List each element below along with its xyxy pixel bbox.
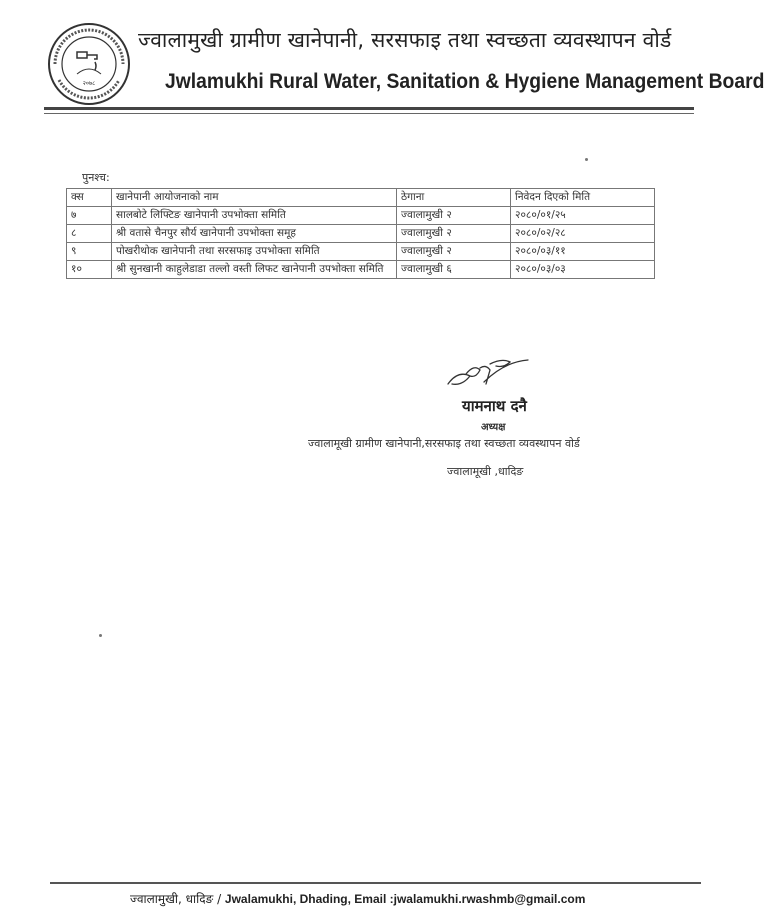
header-date: निवेदन दिएको मिति [511,189,655,207]
cell-project-name: सालबोटे लिफ्टिङ खानेपानी उपभोक्ता समिति [112,207,397,225]
header-project-name: खानेपानी आयोजनाको नाम [112,189,397,207]
cell-address: ज्वालामुखी २ [397,243,511,261]
footer-address-nepali: ज्वालामुखी, धादिङ [130,892,214,906]
cell-address: ज्वालामुखी ६ [397,261,511,279]
header-address: ठेगाना [397,189,511,207]
cell-project-name: श्री सुनखानी काहुलेडाडा तल्लो वस्ती लिफट खानेपानी उपभोक्ता समिति [112,261,397,279]
cell-address: ज्वालामुखी २ [397,207,511,225]
footer-divider [50,882,701,884]
table-row [67,225,655,243]
table-row [67,207,655,225]
cell-date: २०८०/०१/२५ [511,207,655,225]
speck [585,158,588,161]
table-row [67,261,655,279]
signatory-role: अध्यक्ष [481,422,506,433]
header-divider-thin [44,113,694,114]
cell-sn: ७ [67,207,112,225]
cell-date: २०८०/०३/११ [511,243,655,261]
cell-project-name: श्री वतासे चैनपुर सौर्य खानेपानी उपभोक्ता समूह [112,225,397,243]
table-row [67,243,655,261]
project-table [66,188,655,279]
board-title-english: Jwlamukhi Rural Water, Sanitation & Hygiene Management Board [165,70,764,93]
handwritten-signature [440,352,540,397]
header-sn: क्स [67,189,112,207]
cell-sn: ९ [67,243,112,261]
footer: ज्वालामुखी, धादिङ / Jwalamukhi, Dhading, Email :jwalamukhi.rwashmb@gmail.com [130,892,586,906]
cell-date: २०८०/०३/०३ [511,261,655,279]
cell-sn: ८ [67,225,112,243]
header-divider [44,107,694,110]
board-title-nepali: ज्वालामुखी ग्रामीण खानेपानी, सरसफाइ तथा स्वच्छता व्यवस्थापन वोर्ड [138,28,672,52]
signatory-place: ज्वालामूखी ,धादिङ [447,465,524,478]
svg-text:२०७८: २०७८ [82,80,96,87]
postscript-label: पुनश्च: [82,171,110,184]
cell-project-name: पोखरीथोक खानेपानी तथा सरसफाइ उपभोक्ता समिति [112,243,397,261]
speck [99,634,102,637]
footer-contact: Jwalamukhi, Dhading, Email :jwalamukhi.rwashmb@gmail.com [224,892,586,906]
signatory-name: यामनाथ दनै [462,397,527,415]
signatory-organization: ज्वालामूखी ग्रामीण खानेपानी,सरसफाइ तथा स्वच्छता व्यवस्थापन वोर्ड [308,437,580,450]
cell-date: २०८०/०२/२८ [511,225,655,243]
table-header-row [67,189,655,207]
cell-address: ज्वालामुखी २ [397,225,511,243]
board-seal-logo [47,22,131,106]
cell-sn: १० [67,261,112,279]
